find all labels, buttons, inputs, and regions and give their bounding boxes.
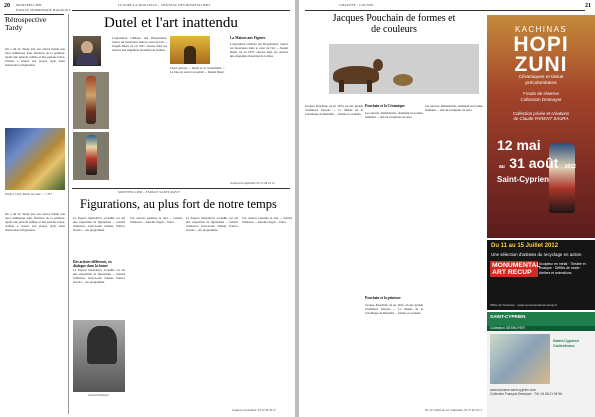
article-subhead-1: Pouchain et la Céramique (365, 104, 405, 108)
ad-line2 (487, 35, 595, 75)
sidebar-title: Rétrospective Tardy (5, 15, 47, 32)
ad-footer (490, 388, 562, 396)
column-divider (68, 14, 69, 414)
ad-contact: Collection François Desnoyer · Tél. 04 68 21 06 96 (490, 392, 562, 396)
ad-line4a: Fonds de réserve (523, 91, 559, 96)
article1-body-col3: L'exposition Château des Hospitaliers, trouve sur mouvance dans le cœur de l'art ... Joseph Dutel, né en 1937, expose dans ses œuvres une singulière invention de formes. (230, 42, 288, 59)
collection-desnoyer-ad (487, 312, 595, 417)
running-head: MONTPELLIER (16, 3, 42, 7)
article-subhead-2: Pouchain et la peinture (365, 296, 401, 300)
ad-items: Sculpteur en métal · Théâtre et musique · Défilés de mode · Ateliers et animations (539, 262, 586, 275)
ad-footer: Office de Tourisme · www.monumental-art-recup.fr (490, 303, 557, 307)
pouchain-bronze-image (329, 44, 479, 94)
ad-line5 (487, 111, 595, 122)
page-number: 21 (585, 3, 591, 9)
ad-line4 (487, 91, 595, 102)
rule (72, 10, 290, 11)
ad-line1: Une sélection d'artistes du recyclage en action (491, 252, 582, 257)
article1-title: Dutel et l'art inattendu (104, 15, 238, 31)
article-credit: Du 1er juillet au 1er septembre. 04 75 46 10 11 (425, 408, 482, 412)
article2-section: MONTPELLIER - ESPACE SAINT-RAVY (118, 190, 181, 194)
article2-title: Figurations, au plus fort de notre temps (80, 197, 277, 211)
article2-body-col3: La Espace Saint-Ravy accueille cet été une exposition de figurations ... Gérard Schlosser, Jean-Louis Jaudon, Patrice Giorda ... Au programme. (186, 216, 238, 233)
article2-body-col1b: La Espace Saint-Ravy accueille cet été une exposition de figurations ... Gérard Schlosser, Jean-Louis Jaudon, Patrice Giorda ... Au programme. (73, 268, 125, 285)
article-body-col3: Les œuvres, élémentaires, dessinent les formes animales ... tant de sculptures de terre. (425, 104, 483, 113)
sidebar-body-continued: On a dit de Tardy que son œuvre faisait une trace lumineuse dans l'horizon de la peinture. Après une période cubiste et une période fauve, l'artiste a trouvé son propre style entre abstraction et figuration. (5, 212, 65, 233)
article2-body-col4: Ces œuvres présente le réel ... Gérard Schlosser ... Antonio Segui ... Paris. (242, 216, 292, 225)
article1-credit: Jusqu'au 8 septembre 04 72 48 44 12 (230, 181, 275, 185)
ad-date-end: 31 août (509, 155, 559, 171)
article2-caption: Gérard Schlosser (88, 393, 109, 397)
ad-date-mid: au (499, 164, 505, 170)
running-head: CHAUFFE - CAUSSE (339, 3, 374, 7)
ad-hopi-word: HOPI (513, 33, 569, 56)
ad-title: SAINT-CYPRIEN (487, 312, 595, 326)
article2-subhead: Des artistes différents, en dialogue dans la forme (73, 260, 112, 268)
ad-zuni-word: ZUNI (514, 53, 568, 76)
sidebar-body: On a dit de Tardy que son œuvre faisait une trace lumineuse dans l'horizon de la peinture. Après une période cubiste et une période fauve, l'artiste a trouvé son propre style entre abstraction et figuration. (5, 47, 65, 68)
article2-body-col2: Ces œuvres présente le réel ... Gérard Schlosser ... Antonio Segui ... Paris. (130, 216, 182, 225)
article-body-col2b: Jacques Pouchain, né en 1925, un des grands céramistes français ... Le Musée de la Céramique de Dieulefit ... formes et couleurs. (365, 303, 423, 316)
ad-line3b: précolombiens (525, 81, 557, 86)
ad-line1: KACHINAS (514, 25, 568, 34)
page-number: 20 (4, 3, 10, 9)
schlosser-painting-image (73, 320, 125, 392)
ad-site: www.tourisme-saint-cyprien.com (490, 388, 536, 392)
rule (305, 10, 585, 11)
ad-dates (497, 137, 589, 173)
dutel-yellow-image (170, 36, 210, 64)
ad-logo: Saint-Cyprien Collections (553, 338, 580, 348)
kachinas-ad (487, 15, 595, 238)
ad-line3a: Céramiques et tissus (518, 75, 564, 80)
article1-section: LE PORT-LA-NOUVELLE - CHÂTEAU DES HOSPITALIERS (118, 3, 211, 7)
ad-dates: Du 11 au 15 Juillet 2012 (491, 243, 559, 249)
desnoyer-painting-image (490, 334, 550, 384)
dutel-sculpture-image-2 (73, 132, 109, 180)
ad-place: Saint-Cyprien (497, 175, 550, 184)
monumental-art-recup-ad (487, 240, 595, 310)
article1-kicker: La Maison aux Figures (230, 36, 266, 40)
ad-line3 (487, 75, 595, 87)
left-page (0, 0, 295, 417)
article1-body-col1: L'exposition Château des Hospitaliers, trouve sur mouvance dans le cœur de l'art ... Joseph Dutel, né en 1937, expose dans ses œuvres une singulière invention de formes. (112, 36, 167, 53)
ad-line4b: Collection Desnoyer (520, 96, 562, 102)
article2-credit: Jusqu'au 29 octobre. 04 72 28 29 27 (232, 408, 276, 412)
article-title: Jacques Pouchain de formes et de couleurs (332, 13, 456, 35)
ad-date-start: 12 mai (497, 137, 541, 153)
right-page (299, 0, 595, 417)
ad-line5a: Collection privée et créations (512, 111, 570, 116)
ad-brand: MONUMENTAL ART RECUP (492, 262, 541, 276)
running-head-sub: ESPACE DOMINIQUE BAGOUET (16, 8, 71, 12)
article1-body-col2: Leurs œuvres ... Dutel et le surréalisme ... Le Site est ouvert au public ... Daniel Dutel. (170, 66, 225, 75)
artist-portrait-image (73, 36, 101, 66)
article2-body-col1: La Espace Saint-Ravy accueille cet été une exposition de figurations ... Gérard Schlosser, Jean-Louis Jaudon, Patrice Giorda ... Au programme. (73, 216, 125, 233)
ad-line5b: de Claude PARENT SAURA (513, 116, 569, 122)
sidebar-caption: Tardy à Céret, Pablo sur toile ... © H.J. (5, 192, 53, 196)
article-body-col2: Les œuvres, élémentaires, dessinent les formes animales ... tant de sculptures de terre. (365, 111, 423, 120)
article-body-col1: Jacques Pouchain, né en 1925, un des grands céramistes français ... Le Musée de la Céramique de Dieulefit ... formes et couleurs. (305, 104, 363, 117)
ad-subtitle: Collection DESNOYER (487, 326, 595, 331)
rule (72, 188, 290, 189)
ad-date-year: 2012 (564, 164, 576, 170)
dutel-sculpture-image (73, 72, 109, 129)
tardy-painting-image (5, 128, 65, 190)
